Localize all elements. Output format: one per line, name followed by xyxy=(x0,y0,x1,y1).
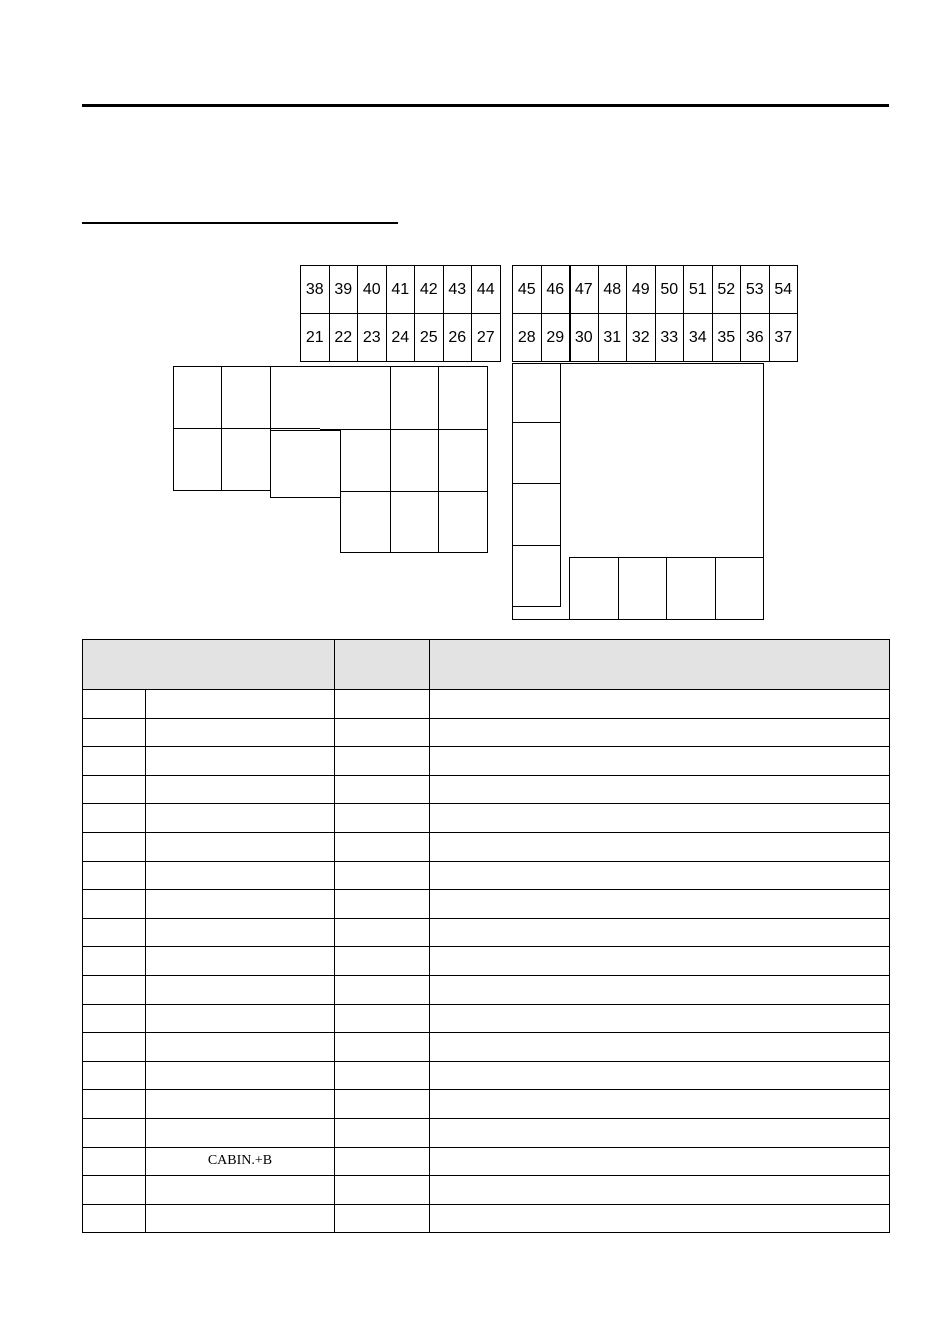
relay-slot xyxy=(173,366,222,429)
fuse-slot: 38 xyxy=(300,265,330,314)
header-cell-rating xyxy=(335,640,430,690)
fuse-name-cell xyxy=(146,832,335,861)
fuse-slot: 27 xyxy=(471,313,501,362)
row-number-cell xyxy=(83,775,146,804)
relay-slot xyxy=(512,422,561,484)
fuse-slot: 42 xyxy=(414,265,444,314)
rating-cell xyxy=(335,832,430,861)
rating-cell xyxy=(335,918,430,947)
row-number-cell xyxy=(83,1147,146,1176)
table-row xyxy=(83,1061,890,1090)
row-number-cell xyxy=(83,1176,146,1205)
table-row xyxy=(83,1004,890,1033)
table-row xyxy=(83,918,890,947)
row-number-cell xyxy=(83,804,146,833)
rating-cell xyxy=(335,1061,430,1090)
table-row xyxy=(83,718,890,747)
fuse-slot: 36 xyxy=(740,313,770,362)
fuse-slot: 29 xyxy=(541,313,571,362)
relay-slot xyxy=(438,491,488,553)
rating-cell xyxy=(335,1118,430,1147)
row-number-cell xyxy=(83,832,146,861)
rating-cell xyxy=(335,947,430,976)
row-number-cell xyxy=(83,1061,146,1090)
table-row xyxy=(83,1090,890,1119)
description-cell xyxy=(430,1176,890,1205)
relay-slot xyxy=(270,430,341,498)
row-number-cell xyxy=(83,1090,146,1119)
description-cell xyxy=(430,1118,890,1147)
table-row xyxy=(83,1033,890,1062)
fuse-slot: 35 xyxy=(712,313,742,362)
fuse-slot: 28 xyxy=(512,313,542,362)
rating-cell xyxy=(335,775,430,804)
table-row xyxy=(83,1176,890,1205)
rating-cell xyxy=(335,747,430,776)
fuse-slot: 54 xyxy=(769,265,799,314)
fuse-name-cell xyxy=(146,1090,335,1119)
row-number-cell xyxy=(83,890,146,919)
description-cell xyxy=(430,890,890,919)
row-number-cell xyxy=(83,718,146,747)
description-cell xyxy=(430,947,890,976)
description-cell xyxy=(430,718,890,747)
rating-cell xyxy=(335,690,430,719)
relay-slot xyxy=(512,483,561,546)
row-number-cell xyxy=(83,1204,146,1233)
relay-slot xyxy=(618,557,667,620)
rating-cell xyxy=(335,804,430,833)
description-cell xyxy=(430,1033,890,1062)
fuse-slot: 52 xyxy=(712,265,742,314)
header-cell-name xyxy=(83,640,335,690)
fuse-slot: 37 xyxy=(769,313,799,362)
table-header-row xyxy=(83,640,890,690)
fuse-name-cell xyxy=(146,861,335,890)
rating-cell xyxy=(335,1004,430,1033)
relay-slot xyxy=(390,366,439,430)
relay-slot xyxy=(270,366,321,429)
relay-slot xyxy=(340,429,391,492)
fuse-slot: 30 xyxy=(569,313,599,362)
row-number-cell xyxy=(83,1118,146,1147)
fuse-slot: 51 xyxy=(683,265,713,314)
table-row xyxy=(83,1204,890,1233)
description-cell xyxy=(430,918,890,947)
row-number-cell xyxy=(83,747,146,776)
fuse-slot: 48 xyxy=(598,265,628,314)
fuse-slot: 40 xyxy=(357,265,387,314)
table-row xyxy=(83,690,890,719)
fuse-name-cell xyxy=(146,1204,335,1233)
fuse-name-cell: CABIN.+B xyxy=(146,1147,335,1176)
bank-divider xyxy=(569,265,571,362)
table-row xyxy=(83,1147,890,1176)
relay-slot xyxy=(438,429,488,492)
relay-slot xyxy=(569,557,619,620)
description-cell xyxy=(430,804,890,833)
description-cell xyxy=(430,775,890,804)
relay-slot xyxy=(390,491,439,553)
fuse-slot: 21 xyxy=(300,313,330,362)
table-row xyxy=(83,832,890,861)
fuse-slot: 45 xyxy=(512,265,542,314)
rating-cell xyxy=(335,890,430,919)
fuse-slot: 46 xyxy=(541,265,571,314)
relay-slot xyxy=(221,428,271,491)
rating-cell xyxy=(335,861,430,890)
row-number-cell xyxy=(83,918,146,947)
fuse-name-cell xyxy=(146,1176,335,1205)
fuse-slot: 31 xyxy=(598,313,628,362)
fuse-name-cell xyxy=(146,775,335,804)
fuse-slot: 32 xyxy=(626,313,656,362)
description-cell xyxy=(430,690,890,719)
description-cell xyxy=(430,975,890,1004)
fuse-slot: 34 xyxy=(683,313,713,362)
fuse-slot: 43 xyxy=(443,265,473,314)
header-cell-description xyxy=(430,640,890,690)
fuse-slot: 25 xyxy=(414,313,444,362)
row-number-cell xyxy=(83,1004,146,1033)
description-cell xyxy=(430,747,890,776)
fuse-slot: 49 xyxy=(626,265,656,314)
table-row xyxy=(83,747,890,776)
fuse-slot: 39 xyxy=(329,265,359,314)
fuse-name-cell xyxy=(146,804,335,833)
row-number-cell xyxy=(83,947,146,976)
fuse-slot: 53 xyxy=(740,265,770,314)
description-cell xyxy=(430,861,890,890)
fuse-name-cell xyxy=(146,718,335,747)
fuse-name-cell xyxy=(146,1004,335,1033)
relay-slot xyxy=(666,557,716,620)
rating-cell xyxy=(335,975,430,1004)
row-number-cell xyxy=(83,690,146,719)
description-cell xyxy=(430,1204,890,1233)
description-cell xyxy=(430,1147,890,1176)
section-title-underline xyxy=(82,222,398,224)
table-row xyxy=(83,890,890,919)
row-number-cell xyxy=(83,861,146,890)
rating-cell xyxy=(335,1147,430,1176)
relay-slot xyxy=(512,545,561,607)
relay-slot xyxy=(340,491,391,553)
fuse-name-cell xyxy=(146,1033,335,1062)
fuse-slot: 33 xyxy=(655,313,685,362)
fuse-name-cell xyxy=(146,918,335,947)
relay-slot xyxy=(715,557,764,620)
table-row xyxy=(83,861,890,890)
fuse-name-cell xyxy=(146,975,335,1004)
description-cell xyxy=(430,1004,890,1033)
fuse-name-cell xyxy=(146,947,335,976)
fuse-slot: 23 xyxy=(357,313,387,362)
fuse-slot: 50 xyxy=(655,265,685,314)
table-row xyxy=(83,975,890,1004)
rating-cell xyxy=(335,1033,430,1062)
fuse-slot: 22 xyxy=(329,313,359,362)
relay-slot xyxy=(512,363,561,423)
fuse-slot: 26 xyxy=(443,313,473,362)
table-row xyxy=(83,1118,890,1147)
fuse-slot: 47 xyxy=(569,265,599,314)
description-cell xyxy=(430,1090,890,1119)
fuse-name-cell xyxy=(146,1061,335,1090)
fuse-name-cell xyxy=(146,747,335,776)
rating-cell xyxy=(335,718,430,747)
header-rule xyxy=(82,104,889,107)
relay-slot xyxy=(390,429,439,492)
table-row xyxy=(83,775,890,804)
fuse-slot: 24 xyxy=(386,313,416,362)
rating-cell xyxy=(335,1090,430,1119)
rating-cell xyxy=(335,1204,430,1233)
table-row xyxy=(83,947,890,976)
row-number-cell xyxy=(83,1033,146,1062)
description-cell xyxy=(430,832,890,861)
rating-cell xyxy=(335,1176,430,1205)
table-row xyxy=(83,804,890,833)
row-number-cell xyxy=(83,975,146,1004)
fuse-table xyxy=(82,639,890,1233)
fuse-name-cell xyxy=(146,690,335,719)
fuse-slot: 44 xyxy=(471,265,501,314)
relay-slot xyxy=(438,366,488,430)
relay-slot xyxy=(320,366,391,430)
fuse-name-cell xyxy=(146,890,335,919)
relay-slot xyxy=(173,428,222,491)
fuse-slot: 41 xyxy=(386,265,416,314)
relay-slot xyxy=(221,366,271,429)
description-cell xyxy=(430,1061,890,1090)
fuse-name-cell xyxy=(146,1118,335,1147)
